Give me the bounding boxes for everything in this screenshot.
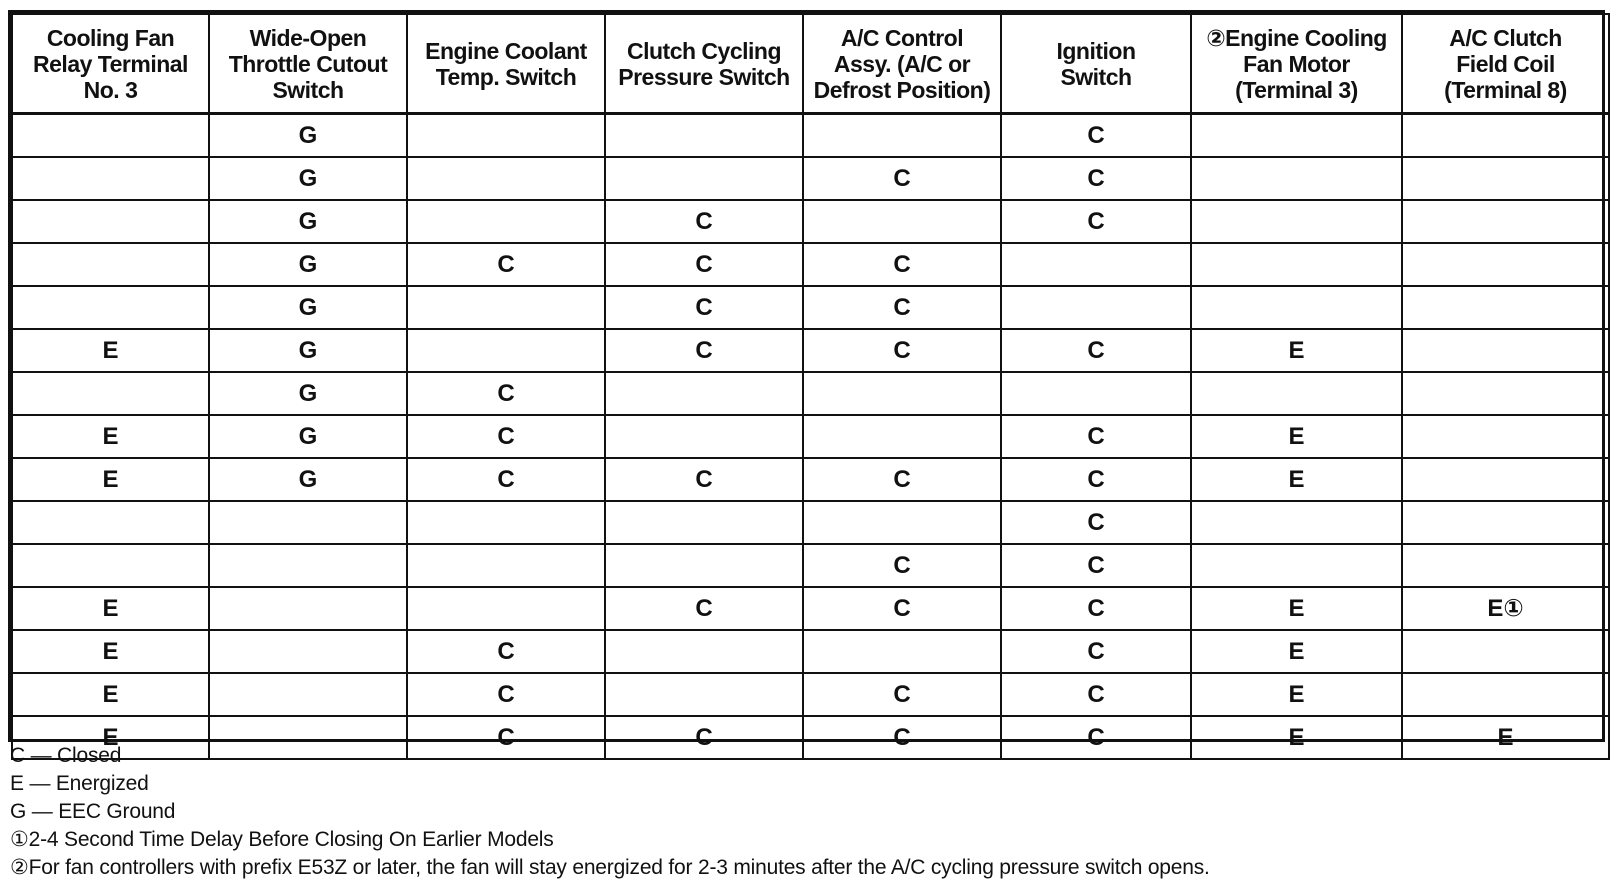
table-cell	[605, 544, 803, 587]
table-cell	[605, 372, 803, 415]
table-cell: C	[407, 243, 605, 286]
table-cell: C	[1001, 458, 1191, 501]
column-header-line: A/C Clutch	[1449, 24, 1562, 51]
legend-eec-ground: G — EEC Ground	[10, 800, 176, 823]
column-header-line: Fan Motor	[1243, 50, 1350, 77]
table-row	[12, 243, 1609, 286]
column-header	[12, 14, 209, 114]
table-cell	[1001, 243, 1191, 286]
column-header-line: Temp. Switch	[435, 63, 577, 90]
table-cell	[407, 501, 605, 544]
table-row	[12, 544, 1609, 587]
table-cell	[1191, 114, 1402, 158]
table-cell: C	[605, 458, 803, 501]
table-row	[12, 673, 1609, 716]
table-row	[12, 587, 1609, 630]
column-header-line: Clutch Cycling	[626, 37, 781, 64]
legend	[10, 742, 1606, 882]
table-cell: C	[605, 587, 803, 630]
table-cell	[803, 630, 1001, 673]
table-row	[12, 458, 1609, 501]
table-row	[12, 501, 1609, 544]
table-cell: C	[1001, 587, 1191, 630]
column-header-line: (Terminal 3)	[1235, 76, 1358, 103]
table-cell: C	[605, 243, 803, 286]
column-header-line: Relay Terminal	[33, 50, 188, 77]
table-cell: C	[1001, 200, 1191, 243]
table-cell: C	[803, 329, 1001, 372]
table-cell	[1402, 458, 1609, 501]
table-cell	[1402, 673, 1609, 716]
legend-energized: E — Energized	[10, 772, 149, 795]
table-cell: C	[803, 673, 1001, 716]
legend-closed: C — Closed	[10, 744, 122, 767]
table-cell: C	[803, 243, 1001, 286]
table-row	[12, 630, 1609, 673]
table-cell: C	[1001, 716, 1191, 759]
table-cell	[1402, 630, 1609, 673]
table-cell	[407, 114, 605, 158]
table-cell: G	[209, 415, 407, 458]
table-cell: E	[12, 673, 209, 716]
column-header-line: Engine Coolant	[425, 37, 587, 64]
table-cell: C	[803, 544, 1001, 587]
table-cell	[1402, 200, 1609, 243]
column-header-line: Ignition	[1056, 37, 1136, 64]
column-header-line: No. 3	[83, 76, 138, 103]
table-cell	[209, 501, 407, 544]
table-cell	[1191, 200, 1402, 243]
table-row	[12, 114, 1609, 158]
table-cell	[1402, 372, 1609, 415]
table-cell	[1402, 157, 1609, 200]
table-cell	[605, 501, 803, 544]
table-cell: E	[1402, 716, 1609, 759]
column-header-line: Switch	[1060, 63, 1132, 90]
table-cell: C	[1001, 415, 1191, 458]
table-cell: E	[12, 329, 209, 372]
column-header	[1191, 14, 1402, 114]
table-cell	[407, 286, 605, 329]
table-cell	[209, 544, 407, 587]
table-cell	[407, 157, 605, 200]
column-header	[1402, 14, 1609, 114]
table-cell	[209, 673, 407, 716]
status-table	[11, 13, 1610, 760]
table-cell: G	[209, 329, 407, 372]
table-cell: G	[209, 458, 407, 501]
table-cell: C	[1001, 157, 1191, 200]
table-cell: C	[407, 630, 605, 673]
column-header-line: Field Coil	[1456, 50, 1555, 77]
table-cell	[605, 673, 803, 716]
table-cell	[1191, 286, 1402, 329]
table-cell: C	[803, 286, 1001, 329]
column-header-line: Cooling Fan	[46, 24, 175, 51]
table-cell	[12, 286, 209, 329]
switch-status-table	[8, 10, 1605, 751]
table-cell	[12, 501, 209, 544]
table-cell: E	[12, 630, 209, 673]
table-cell: E	[1191, 415, 1402, 458]
column-header-line: Pressure Switch	[618, 63, 790, 90]
table-cell: G	[209, 200, 407, 243]
header-row	[12, 14, 1609, 114]
table-row	[12, 329, 1609, 372]
table-cell	[1402, 501, 1609, 544]
table-cell	[803, 114, 1001, 158]
table-cell	[605, 415, 803, 458]
column-header-line: Assy. (A/C or	[833, 50, 971, 77]
table-cell: G	[209, 114, 407, 158]
footnote-2: ②For fan controllers with prefix E53Z or later, the fan will stay energized for 2-3 minutes after the A/C cycling pressure switch opens.	[10, 856, 1210, 879]
column-header-line: A/C Control	[840, 24, 964, 51]
table-row	[12, 286, 1609, 329]
table-cell	[1001, 372, 1191, 415]
table-cell	[1191, 243, 1402, 286]
table-cell: C	[605, 286, 803, 329]
table-cell: C	[407, 716, 605, 759]
column-header	[1001, 14, 1191, 114]
table-cell: E	[12, 415, 209, 458]
table-cell	[209, 587, 407, 630]
column-header	[209, 14, 407, 114]
table-cell: C	[803, 458, 1001, 501]
table-cell: C	[605, 716, 803, 759]
table-cell: E	[12, 716, 209, 759]
table-cell: C	[407, 673, 605, 716]
table-cell	[803, 501, 1001, 544]
table-cell	[407, 200, 605, 243]
column-header-line: ②Engine Cooling	[1206, 24, 1387, 51]
table-cell: G	[209, 157, 407, 200]
table-cell: C	[1001, 114, 1191, 158]
table-cell: C	[803, 157, 1001, 200]
column-header	[605, 14, 803, 114]
table-cell: C	[1001, 673, 1191, 716]
table-cell: G	[209, 372, 407, 415]
table-row	[12, 200, 1609, 243]
table-cell: E	[1191, 587, 1402, 630]
table-cell	[1001, 286, 1191, 329]
table-cell	[1402, 329, 1609, 372]
table-cell	[1191, 501, 1402, 544]
table-cell	[605, 630, 803, 673]
table-cell	[209, 630, 407, 673]
table-cell: C	[407, 372, 605, 415]
column-header	[803, 14, 1001, 114]
table-cell: C	[803, 587, 1001, 630]
table-cell	[1191, 544, 1402, 587]
column-header-line: Wide-Open	[249, 24, 367, 51]
table-cell	[803, 200, 1001, 243]
table-body	[12, 114, 1609, 760]
column-header-line: (Terminal 8)	[1444, 76, 1567, 103]
table-cell	[407, 587, 605, 630]
table-cell	[605, 114, 803, 158]
table-row	[12, 415, 1609, 458]
table-cell	[12, 372, 209, 415]
table-cell: C	[605, 329, 803, 372]
table-cell	[1402, 243, 1609, 286]
table-cell: C	[1001, 544, 1191, 587]
table-cell	[803, 415, 1001, 458]
table-cell: G	[209, 286, 407, 329]
table-row	[12, 157, 1609, 200]
table-cell	[1402, 415, 1609, 458]
table-cell: E	[1191, 329, 1402, 372]
table-cell	[1191, 157, 1402, 200]
table-cell	[1402, 114, 1609, 158]
table-cell	[407, 544, 605, 587]
table-cell: C	[1001, 329, 1191, 372]
table-cell: E	[1191, 716, 1402, 759]
table-cell: G	[209, 243, 407, 286]
table-cell	[605, 157, 803, 200]
table-cell: C	[407, 415, 605, 458]
table-cell: E	[12, 587, 209, 630]
table-row	[12, 372, 1609, 415]
table-cell: E	[1191, 630, 1402, 673]
table-cell: E	[12, 458, 209, 501]
table-cell	[1402, 286, 1609, 329]
table-cell: E	[1191, 458, 1402, 501]
table-cell	[12, 200, 209, 243]
footnote-1: ①2-4 Second Time Delay Before Closing On Earlier Models	[10, 828, 554, 851]
table-cell: C	[605, 200, 803, 243]
table-cell: E	[1191, 673, 1402, 716]
table-cell: C	[1001, 501, 1191, 544]
column-header-line: Switch	[272, 76, 344, 103]
table-cell: E①	[1402, 587, 1609, 630]
column-header	[407, 14, 605, 114]
table-cell	[12, 544, 209, 587]
table-cell	[803, 372, 1001, 415]
table-cell: C	[407, 458, 605, 501]
table-cell	[12, 243, 209, 286]
table-cell	[1191, 372, 1402, 415]
column-header-line: Defrost Position)	[813, 76, 991, 103]
column-header-line: Throttle Cutout	[228, 50, 388, 77]
table-cell: C	[803, 716, 1001, 759]
table-cell	[12, 157, 209, 200]
table-cell: C	[1001, 630, 1191, 673]
table-cell	[1402, 544, 1609, 587]
table-cell	[407, 329, 605, 372]
table-cell	[12, 114, 209, 158]
